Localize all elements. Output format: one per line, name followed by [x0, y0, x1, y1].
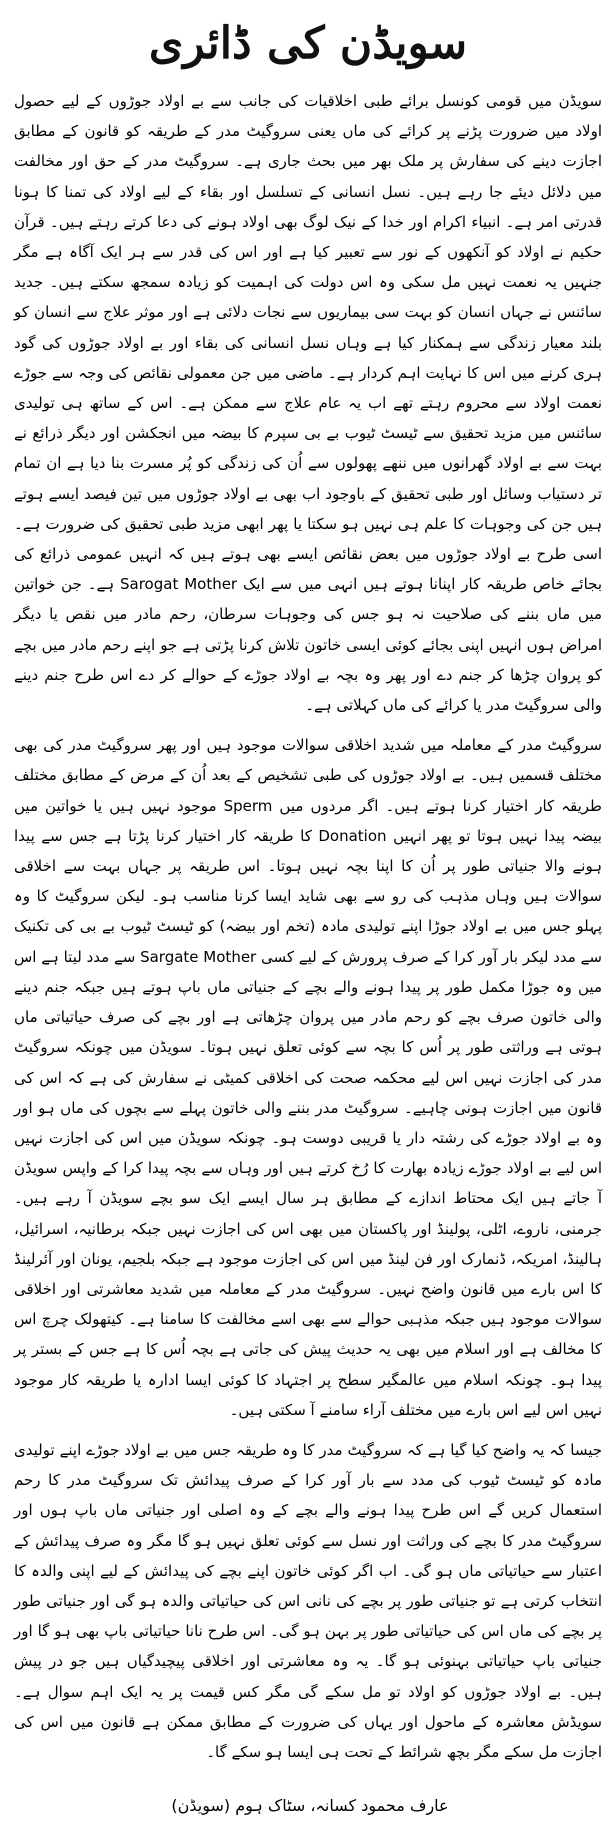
article-title: [0, 8, 616, 78]
author-signature: عارف محمود کسانہ، سٹاک ہوم (سویڈن): [171, 1796, 449, 1815]
paragraph-2: سروگیٹ مدر کے معاملہ میں شدید اخلاقی سوالات موجود ہیں اور پھر سروگیٹ مدر کی بھی مختلف قسمیں ہیں۔ بے اولاد جوڑوں کی طبی تشخیص کے بعد اُن کے مرض کے مطابق مختلف طریقہ کار اختیار کرنا ہوتے ہیں۔ اگر مردوں میں Sperm موجود نہیں ہیں یا خواتین میں بیضہ پیدا نہیں ہوتا تو پھر انہیں Donation کا طریقہ کار اختیار کرنا پڑتا ہے جس سے پیدا ہونے والا جنیاتی طور پر اُن کا اپنا بچہ نہیں ہوتا۔ اس طریقہ پر جہاں بہت سے اخلاقی سوالات ہیں وہاں مذہب کی رو سے بھی شاید ایسا کرنا مناسب ہو۔ لیکن سروگیٹ کا وہ پہلو جس میں بے اولاد جوڑا اپنے تولیدی مادہ (تخم اور بیضہ) کو ٹیسٹ ٹیوب بے بی کی تکنیک سے مدد لیکر بار آور کرا کے صرف پرورش کے لیے کسی Sargate Mother سے مدد لیتا ہے اس میں وہ جوڑا مکمل طور پر پیدا ہونے والے بچے کے جنیاتی ماں باپ ہوتے ہیں جبکہ جنم دینے والی خاتون صرف بچے کو رحم مادر میں پروان چڑھاتی ہے اور بچے کی صرف حیاتیاتی ماں ہوتی ہے وراثتی طور پر اُس کا بچہ سے کوئی تعلق نہیں ہوتا۔ سویڈن میں چونکہ سروگیٹ مدر کی اجازت نہیں اس لیے محکمہ صحت کی اخلاقی کمیٹی نے سفارش کی ہے کہ اس کی قانون میں اجازت ہونی چاہیے۔ سروگیٹ مدر بننے والی خاتون پہلے سے بچوں کی ماں ہو اور وہ بے اولاد جوڑے کی رشتہ دار یا قریبی دوست ہو۔ چونکہ سویڈن میں اس کی اجازت نہیں اس لیے بے اولاد جوڑے زیادہ بھارت کا رُخ کرتے ہیں اور وہاں سے بچہ پیدا کرا کے واپس سویڈن آ جاتے ہیں ایک محتاط اندازے کے مطابق ہر سال ایسے ایک سو بچے سویڈن آ رہے ہیں۔ جرمنی، ناروے، اٹلی، پولینڈ اور پاکستان میں بھی اس کی اجازت نہیں جبکہ برطانیہ، اسرائیل، ہالینڈ، امریکہ، ڈنمارک اور فن لینڈ میں اس کی اجازت موجود ہے جبکہ بلجیم، یونان اور آئرلینڈ کا اس بارے میں قانون واضح نہیں۔ سروگیٹ مدر کے معاملہ میں شدید معاشرتی اور اخلاقی سوالات موجود ہیں جبکہ مذہبی حوالے سے بھی اسے مخالفت کا سامنا ہے۔ کیتھولک چرچ اس کا مخالف ہے اور اسلام میں بھی یہ حدیث پیش کی جاتی ہے بچہ اُس کا ہے جس کے بستر پر پیدا ہو۔ چونکہ اسلام میں عالمگیر سطح پر اجتہاد کا کوئی ایسا ادارہ یا طریقہ کار موجود نہیں اس لیے اس بارے میں مختلف آراء سامنے آ سکتی ہیں۔: [14, 736, 602, 1419]
paragraph-1: سویڈن میں قومی کونسل برائے طبی اخلاقیات کی جانب سے بے اولاد جوڑوں کے لیے حصول اولاد میں ضرورت پڑنے پر کرائے کی ماں یعنی سروگیٹ مدر کے طریقہ کو قانون کے مطابق اجازت دینے کی سفارش پر ملک بھر میں بحث جاری ہے۔ سروگیٹ مدر کے حق اور مخالفت میں دلائل دیئے جا رہے ہیں۔ نسل انسانی کے تسلسل اور بقاء کے لیے اولاد کی تمنا کا ہونا قدرتی امر ہے۔ انبیاء اکرام اور خدا کے نیک لوگ بھی اولاد ہونے کی دعا کرتے رہتے ہیں۔ قرآن حکیم نے اولاد کو آنکھوں کے نور سے تعبیر کیا ہے اور اس کی قدر سے ہر ایک آگاہ ہے مگر جنہیں یہ نعمت نہیں مل سکی وہ اس دولت کی اہمیت کو زیادہ سمجھ سکتے ہیں۔ جدید سائنس نے جہاں انسان کو بہت سی بیماریوں سے نجات دلائی ہے اور موثر علاج سے انسان کو بلند معیار زندگی سے ہمکنار کیا ہے وہاں نسل انسانی کی بقاء اور بے اولاد جوڑوں کی گود ہری کرنے میں اس کا نہایت اہم کردار ہے۔ ماضی میں جن معمولی نقائص کی وجہ سے جوڑے نعمت اولاد سے محروم رہتے تھے اب یہ عام علاج سے ممکن ہے۔ اس کے ساتھ ہی تولیدی سائنس میں مزید تحقیق سے ٹیسٹ ٹیوب بے بی سپرم کا بیضہ میں انجکشن اور دیگر ذرائع نے بہت سے بے اولاد گھرانوں میں ننھے پھولوں سے اُن کی زندگی کو پُر مسرت بنا دیا ہے ان تمام تر دستیاب وسائل اور طبی تحقیق کے باوجود اب بھی بے اولاد جوڑوں میں تین فیصد ایسے ہوتے ہیں جن کی وجوہات کا علم ہی نہیں ہو سکتا یا پھر ابھی مزید طبی تحقیق کی ضرورت ہے۔ اسی طرح بے اولاد جوڑوں میں بعض نقائص ایسے بھی ہوتے ہیں کہ انہیں عمومی ذرائع کی بجائے خاص طریقہ کار اپنانا ہوتے ہیں انہی میں سے ایک Sarogat Mother ہے۔ جن خواتین میں ماں بننے کی صلاحیت نہ ہو جس کی وجوہات سرطان، رحم مادر میں نقص یا دیگر امراض ہوں انہیں اپنی بجائے کوئی ایسی خاتون تلاش کرنا پڑتی ہے جو اپنے رحم مادر میں بچے کو پروان چڑھا کر جنم دے اور پھر وہ بچہ بے اولاد جوڑے کے حوالے کر دے اس طرح جنم دینے والی سروگیٹ مدر یا کرائے کی ماں کہلاتی ہے۔: [14, 92, 602, 715]
article-body: [14, 86, 602, 1777]
article-title-text: سویڈن کی ڈائری: [148, 17, 468, 69]
paragraph-3: جیسا کہ یہ واضح کیا گیا ہے کہ سروگیٹ مدر کا وہ طریقہ جس میں بے اولاد جوڑے اپنے تولیدی مادہ کو ٹیسٹ ٹیوب کی مدد سے بار آور کرا کے صرف پیدائش تک سروگیٹ مدر کا رحم استعمال کریں گے اس طرح پیدا ہونے والے بچے کے وہ اصلی اور جنیاتی ماں باپ ہوں اور سروگیٹ مدر کا بچے کی وراثت اور نسل سے کوئی تعلق نہیں ہو گا مگر وہ صرف پیدائش کے اعتبار سے حیاتیاتی ماں ہو گی۔ اب اگر کوئی خاتون اپنے بچے کی پیدائش کے لیے اپنی والدہ کا انتخاب کرتی ہے تو جنیاتی طور پر بچے کی نانی اس کی حیاتیاتی والدہ ہو گی اور جنیاتی طور پر بچے کی ماں اس کی حیاتیاتی طور پر بہن ہو گی۔ اس طرح نانا حیاتیاتی باپ بھی ہو گا اور جنیاتی باپ حیاتیاتی بہنوئی ہو گا۔ یہ وہ معاشرتی اور اخلاقی پیچیدگیاں ہیں جو در پیش ہیں۔ بے اولاد جوڑوں کو اولاد تو مل سکے گی مگر کس قیمت پر یہ ایک اہم سوال ہے۔ سویڈش معاشرہ کے ماحول اور یہاں کی ضرورت کے مطابق ممکن ہے قانون میں اس کی اجازت مل سکے مگر بچھ شرائط کے تحت ہی ایسا ہو سکے گا۔: [14, 1440, 602, 1761]
